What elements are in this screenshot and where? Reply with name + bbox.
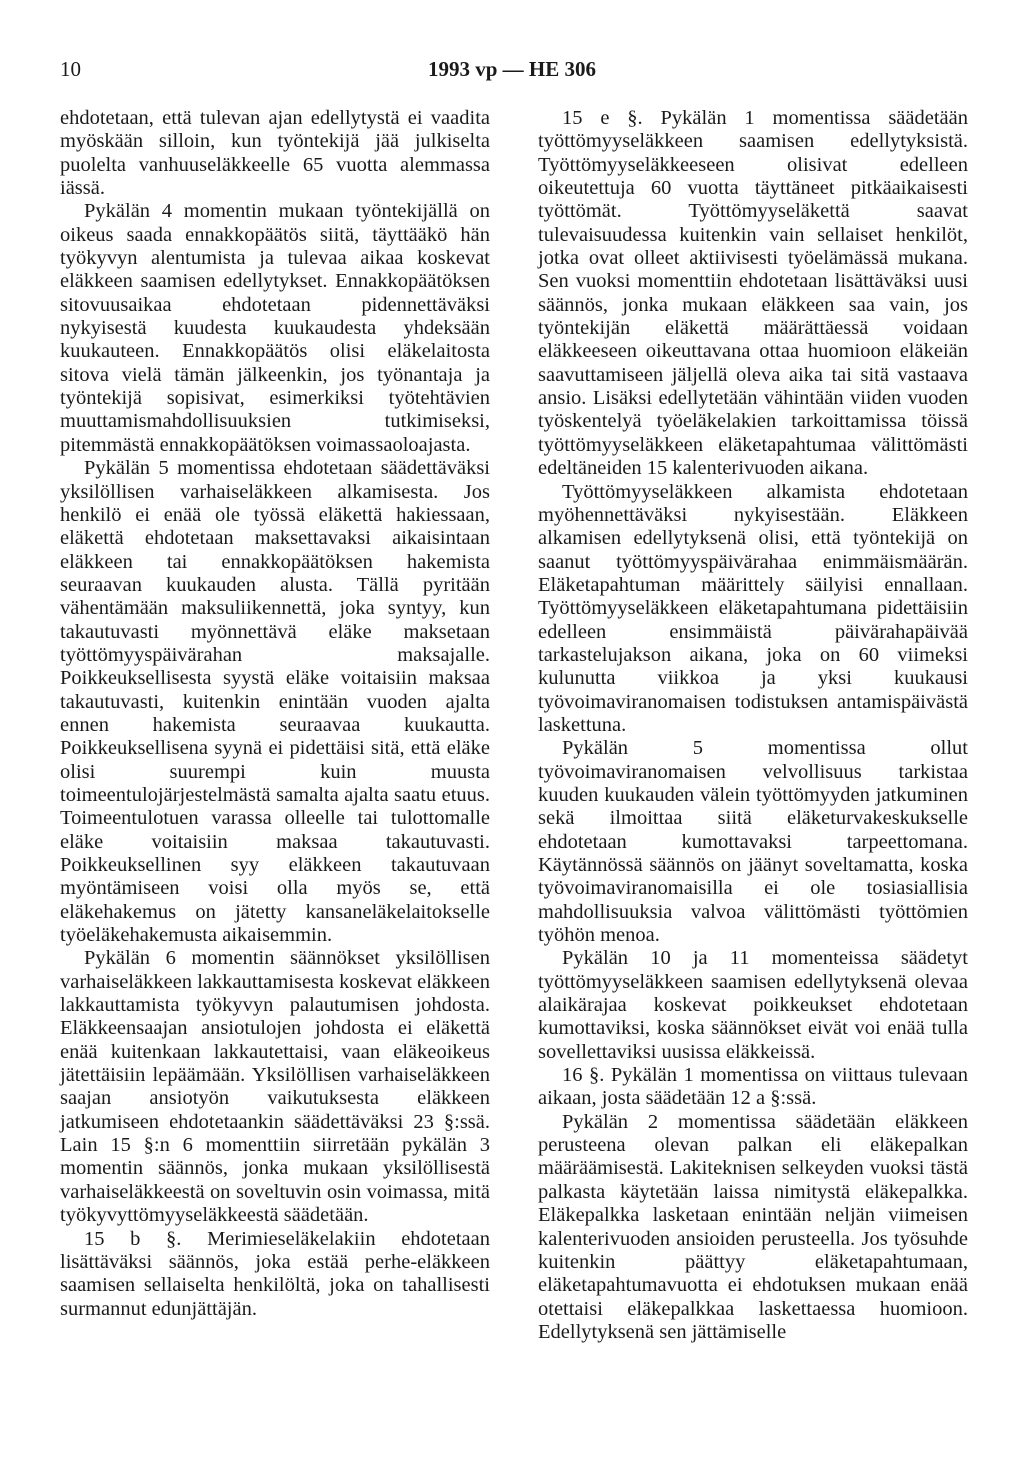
right-paragraph-3: Pykälän 5 momentissa ollut työvoimaviranomaisen velvollisuus tarkistaa kuuden kuukauden välein työttömyyden jatkuminen sekä ilmoittaa siitä eläketurvakeskukselle ehdotetaan kumottavaksi tarpeettomana. Käytännössä säännös on jäänyt soveltamatta, koska työvoimaviranomaisilla ei ole tosiasiallisia mahdollisuuksia valvoa välittömästi työttömien työhön menoa.	[538, 737, 968, 947]
right-column	[538, 107, 968, 1344]
right-paragraph-1: 15 e §. Pykälän 1 momentissa säädetään työttömyyseläkkeen saamisen edellytyksistä. Työttömyyseläkkeeseen olisivat edelleen oikeutettuja 60 vuotta täyttäneet pitkäaikaisesti työttömät. Työttömyyseläkettä saavat tulevaisuudessa kuitenkin vain sellaiset henkilöt, jotka ovat olleet aktiivisesti työelämässä mukana. Sen vuoksi momenttiin ehdotetaan lisättäväksi uusi säännös, jonka mukaan eläkkeen saa vain, jos työntekijän eläkettä määrättäessä voidaan eläkkeeseen oikeuttavana ottaa huomioon eläkeiän saavuttamiseen jäljellä oleva aika tai sitä vastaava ansio. Lisäksi edellytetään vähintään viiden vuoden työskentelyä työeläkelakien tarkoittamissa töissä työttömyyseläkkeen eläketapahtumaa välittömästi edeltäneiden 15 kalenterivuoden aikana.	[538, 107, 968, 480]
left-paragraph-2: Pykälän 4 momentin mukaan työntekijällä on oikeus saada ennakkopäätös siitä, täyttääkö hän työkyvyn alentumista ja tulevaa aikaa koskevat eläkkeen saamisen edellytykset. Ennakkopäätöksen sitovuusaikaa ehdotetaan pidennettäväksi nykyisestä kuudesta kuukaudesta yhdeksään kuukauteen. Ennakkopäätös olisi eläkelaitosta sitova vielä tämän jälkeenkin, jos työnantaja ja työntekijä sopisivat, esimerkiksi työtehtävien muuttamismahdollisuuksien tutkimiseksi, pitemmästä ennakkopäätöksen voimassaoloajasta.	[60, 200, 490, 456]
left-column	[60, 107, 490, 1321]
left-paragraph-1: ehdotetaan, että tulevan ajan edellytystä ei vaadita myöskään silloin, kun työntekijä jää julkiselta puolelta vanhuuseläkkeelle 65 vuotta alemmassa iässä.	[60, 107, 490, 200]
page-number: 10	[60, 57, 81, 81]
running-header: 1993 vp — HE 306	[427, 57, 597, 81]
right-paragraph-5: 16 §. Pykälän 1 momentissa on viittaus tulevaan aikaan, josta säädetään 12 a §:ssä.	[538, 1064, 968, 1110]
right-paragraph-6: Pykälän 2 momentissa säädetään eläkkeen perusteena olevan palkan eli eläkepalkan määräämisestä. Lakiteknisen selkeyden vuoksi tästä palkasta käytetään laissa nimitystä eläkepalkka. Eläkepalkka lasketaan enintään neljän viimeisen kalenterivuoden ansioiden perusteella. Jos työsuhde kuitenkin päättyy eläketapahtumaan, eläketapahtumavuotta ei ehdotuksen mukaan enää otettaisi eläkepalkkaa laskettaessa huomioon. Edellytyksenä sen jättämiselle	[538, 1110, 968, 1343]
right-paragraph-4: Pykälän 10 ja 11 momenteissa säädetyt työttömyyseläkkeen saamisen edellytyksenä olevaa alaikärajaa koskevat poikkeukset ehdotetaan kumottaviksi, koska säännökset eivät voi enää tulla sovellettaviksi uusissa eläkkeissä.	[538, 947, 968, 1063]
left-paragraph-4: Pykälän 6 momentin säännökset yksilöllisen varhaiseläkkeen lakkauttamisesta koskevat eläkkeen lakkauttamista työkyvyn palautumisen johdosta. Eläkkeensaajan ansiotulojen johdosta ei eläkettä enää kuitenkaan lakkautettaisi, vaan eläkeoikeus jätettäisiin lepäämään. Yksilöllisen varhaiseläkkeen saajan ansiotyön vaikutuksesta eläkkeen jatkumiseen ehdotetaankin säädettäväksi 23 §:ssä. Lain 15 §:n 6 momenttiin siirretään pykälän 3 momentin säännös, jonka mukaan yksilöllisestä varhaiseläkkeestä on soveltuvin osin voimassa, mitä työkyvyttömyyseläkkeestä säädetään.	[60, 947, 490, 1227]
right-paragraph-2: Työttömyyseläkkeen alkamista ehdotetaan myöhennettäväksi nykyisestään. Eläkkeen alkamisen edellytyksenä olisi, että työntekijä on saanut työttömyyspäivärahaa enimmäismäärän. Eläketapahtuman määrittely säilyisi ennallaan. Työttömyyseläkkeen eläketapahtumana pidettäisiin edelleen ensimmäistä päivärahapäivää tarkastelujakson aikana, joka on 60 viimeksi kulunutta viikkoa ja yksi kuukausi työvoimaviranomaisen todistuksen antamispäivästä laskettuna.	[538, 480, 968, 736]
left-paragraph-5: 15 b §. Merimieseläkelakiin ehdotetaan lisättäväksi säännös, joka estää perhe-eläkkeen saamisen sellaiselta henkilöltä, joka on tahallisesti surmannut edunjättäjän.	[60, 1227, 490, 1320]
left-paragraph-3: Pykälän 5 momentissa ehdotetaan säädettäväksi yksilöllisen varhaiseläkkeen alkamisesta. Jos henkilö ei enää ole työssä eläkettä hakiessaan, eläkettä ehdotetaan maksettavaksi aikaisintaan eläkkeen tai ennakkopäätöksen hakemista seuraavan kuukauden alusta. Tällä pyritään vähentämään maksuliikennettä, joka syntyy, kun takautuvasti myönnettävä eläke maksetaan työttömyyspäivärahan maksajalle. Poikkeuksellisesta syystä eläke voitaisiin maksaa takautuvasti, kuitenkin enintään vuoden ajalta ennen hakemista seuraavaa kuukautta. Poikkeuksellisena syynä ei pidettäisi sitä, että eläke olisi suurempi kuin muusta toimeentulojärjestelmästä samalta ajalta saatu etuus. Toimeentulotuen varassa olleelle tai tulottomalle eläke voitaisiin maksaa takautuvasti. Poikkeuksellinen syy eläkkeen takautuvaan myöntämiseen voisi olla myös se, että eläkehakemus on jätetty kansaneläkelaitokselle työeläkehakemusta aikaisemmin.	[60, 457, 490, 947]
